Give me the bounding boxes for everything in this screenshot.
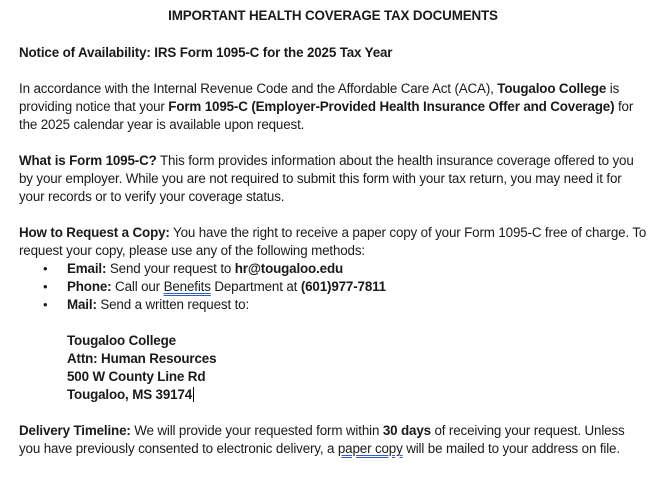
blank-line: [19, 134, 647, 152]
intro-text-1: In accordance with the Internal Revenue Code and the Affordable Care Act (ACA),: [19, 81, 498, 96]
email-address: hr@tougaloo.edu: [234, 261, 344, 276]
how-to-paragraph: [19, 224, 647, 260]
phone-number: (601)977-7811: [300, 279, 386, 294]
document-page[interactable]: [19, 6, 647, 458]
what-is-text: This form provides information about the health insurance coverage offered to you by your employer. While you are not required to submit this form with your tax return, you may need it for your records or to verify your coverage status.: [19, 153, 634, 204]
bullet-icon: •: [43, 261, 48, 276]
paper-copy-suggestion[interactable]: paper copy: [337, 441, 403, 456]
intro-text-3: for the 2025 calendar year is available upon request.: [19, 99, 634, 132]
mail-label: Mail:: [67, 297, 97, 312]
phone-label: Phone:: [67, 279, 112, 294]
blank-line: [19, 62, 647, 80]
request-methods-list: [19, 260, 647, 314]
form-name: Form 1095-C (Employer-Provided Health Insurance Offer and Coverage): [168, 99, 615, 114]
delivery-text-2: of receiving your request. Unless you have previously consented to electronic delivery, a: [19, 423, 625, 456]
address-line-4-wrap: [67, 386, 647, 404]
what-is-paragraph: [19, 152, 647, 206]
document-title: IMPORTANT HEALTH COVERAGE TAX DOCUMENTS: [168, 8, 498, 23]
phone-text-1: Call our: [111, 279, 164, 294]
text-cursor: [193, 387, 194, 402]
bullet-icon: •: [43, 297, 48, 312]
phone-text-2: Department at: [210, 279, 301, 294]
blank-line: [19, 404, 647, 422]
blank-line: [19, 26, 647, 44]
benefits-suggestion[interactable]: Benefits: [163, 279, 211, 294]
mail-text: Send a written request to:: [96, 297, 250, 312]
delivery-days: 30 days: [382, 423, 431, 438]
email-text: Send your request to: [106, 261, 235, 276]
delivery-text-1: We will provide your requested form within: [130, 423, 383, 438]
notice-heading: Notice of Availability: IRS Form 1095-C for the 2025 Tax Year: [19, 45, 393, 60]
how-to-label: How to Request a Copy:: [19, 225, 170, 240]
address-line-1: Tougaloo College: [67, 333, 176, 348]
bullet-icon: •: [43, 279, 48, 294]
address-line-2: Attn: Human Resources: [67, 351, 217, 366]
address-line-3: 500 W County Line Rd: [67, 369, 206, 384]
employer-name: Tougaloo College: [497, 81, 607, 96]
list-item-phone: [19, 278, 647, 296]
list-item-email: [19, 260, 647, 278]
list-item-mail: [19, 296, 647, 314]
address-line-4: Tougaloo, MS 39174: [67, 387, 193, 402]
how-to-text: You have the right to receive a paper copy of your Form 1095-C free of charge. To request your copy, please use any of the following methods:: [19, 225, 647, 258]
blank-line: [19, 206, 647, 224]
intro-paragraph: [19, 80, 647, 134]
what-is-label: What is Form 1095-C?: [19, 153, 157, 168]
intro-text-2: is providing notice that your: [19, 81, 620, 114]
email-label: Email:: [67, 261, 107, 276]
mailing-address: [19, 332, 647, 404]
blank-line: [19, 314, 647, 332]
delivery-label: Delivery Timeline:: [19, 423, 131, 438]
delivery-paragraph: [19, 422, 647, 458]
delivery-text-3: will be mailed to your address on file.: [402, 441, 620, 456]
